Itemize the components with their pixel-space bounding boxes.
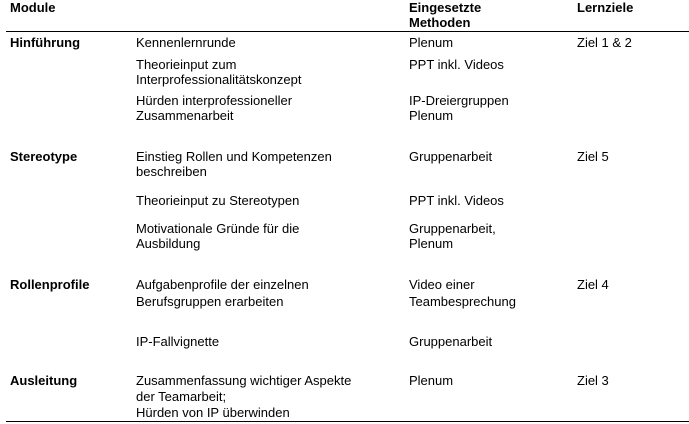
method-line: Plenum [409, 108, 454, 123]
header-module: Module [10, 0, 56, 15]
bottom-rule [6, 421, 689, 422]
content-line: Einstieg Rollen und Kompetenzen [136, 149, 332, 164]
content-line: Theorieinput zum [136, 57, 237, 72]
content-line: IP-Fallvignette [136, 334, 220, 349]
module-name: Ausleitung [10, 373, 78, 388]
goal-cell: Ziel 3 [577, 373, 609, 388]
header-methods-line1: Eingesetzte [409, 0, 482, 15]
method-line: Plenum [409, 35, 454, 50]
goal-cell: Ziel 5 [577, 149, 609, 164]
method-line: Plenum [409, 236, 454, 251]
module-name: Rollenprofile [10, 277, 90, 292]
method-line: Plenum [409, 373, 454, 388]
method-line: IP-Dreiergruppen [409, 93, 509, 108]
header-goals: Lernziele [577, 0, 634, 15]
content-line: Hürden von IP überwinden [136, 405, 290, 420]
method-line: Gruppenarbeit, [409, 221, 496, 236]
module-name: Stereotype [10, 149, 78, 164]
content-line: Ausbildung [136, 236, 201, 251]
content-line: der Teamarbeit; [136, 389, 227, 404]
content-line: Interprofessionalitätskonzept [136, 72, 302, 87]
module-name: Hinführung [10, 35, 81, 50]
content-line: Hürden interprofessioneller [136, 93, 293, 108]
content-line: Berufsgruppen erarbeiten [136, 294, 284, 309]
header-rule [6, 31, 689, 32]
method-line: PPT inkl. Videos [409, 193, 504, 208]
method-line: Video einer [409, 277, 475, 292]
header-methods-line2: Methoden [409, 15, 471, 30]
content-line: Kennenlernrunde [136, 35, 236, 50]
goal-cell: Ziel 4 [577, 277, 609, 292]
method-line: PPT inkl. Videos [409, 57, 504, 72]
content-line: Aufgabenprofile der einzelnen [136, 277, 309, 292]
content-line: Motivationale Gründe für die [136, 221, 300, 236]
content-line: Zusammenfassung wichtiger Aspekte [136, 373, 352, 388]
method-line: Gruppenarbeit [409, 334, 493, 349]
content-line: Zusammenarbeit [136, 108, 234, 123]
goal-cell: Ziel 1 & 2 [577, 35, 632, 50]
content-line: beschreiben [136, 164, 207, 179]
method-line: Teambesprechung [409, 294, 516, 309]
method-line: Gruppenarbeit [409, 149, 493, 164]
content-line: Theorieinput zu Stereotypen [136, 193, 300, 208]
